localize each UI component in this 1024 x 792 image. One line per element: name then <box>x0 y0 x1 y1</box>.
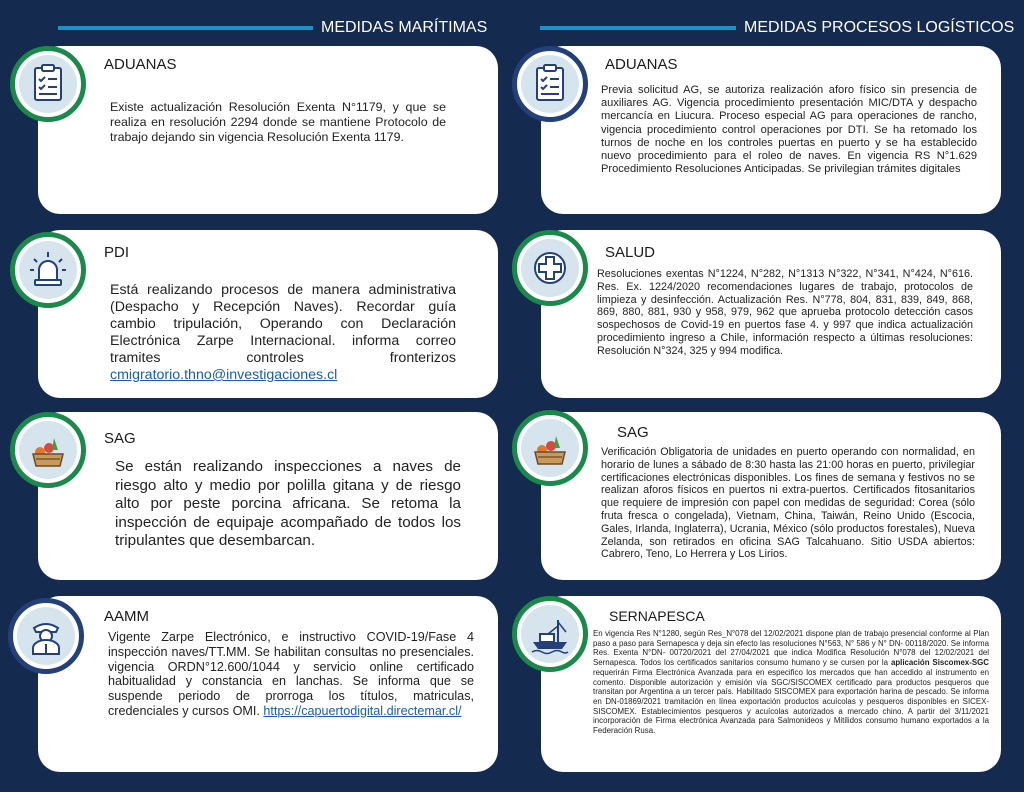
card-title: ADUANAS <box>104 56 177 73</box>
card-title: SALUD <box>605 244 656 261</box>
left-aduanas-card <box>38 46 498 214</box>
card-title: AAMM <box>104 608 149 625</box>
card-text <box>593 629 989 736</box>
left-header-title: MEDIDAS MARÍTIMAS <box>321 19 488 36</box>
card-body-b: requerirán Firma Electrónica Avanzada para en especifico los mercados que han accedido al instrumento en comento. Disponible autorización y emisión vía SGC/SISCOMEX certificado para productos pesqueros que transitan por Argentina a un tercer país. Habilitado SISCOMEX para exportación harina de pescado. Se informa en DN-01869/2021 tramitación en línea exportación productos acuícolas y pesqueros disponibles en SICEX-SISCOMEX. Establecimientos pesqueros y acuícolas autorizados a mercado chino. A partir del 3/11/2021 incorporación de Firma electrónica Avanzada para Salmonideos y Mitilidos consumo humano exportados a la Federación Rusa. <box>593 667 989 736</box>
card-text <box>110 282 456 384</box>
card-text <box>108 630 474 719</box>
email-link[interactable]: cmigratorio.thno@investigaciones.cl <box>110 367 338 383</box>
naval-officer-icon <box>8 598 84 674</box>
card-body: Vigente Zarpe Electrónico, e instructivo COVID-19/Fase 4 inspección naves/TT.MM. Se habilitan consultas no presenciales. vigencia ORDN°12.600/1044 y servicio online certificado habitualidad y constancia en lanchas. Se informa que se suspende periodo de prorroga los títulos, matriculas, credenciales y cursos OMI. <box>108 630 474 718</box>
card-body-a: En vigencia Res N°1280, según Res_N°078 del 12/02/2021 dispone plan de trabajo presencial conforme al Plan paso a paso para Sernapesca y deja sin efecto las resoluciones N°563, N° 586 y N° DN- 00118/2020. Se informa Res. Exenta N°DN- 00720/2021 del 27/04/2021 que indica Modifica Resolución N°078 del 12/02/2021 del Sernapesca. Todos los certificados sanitarios consumo humano y se cursen por la <box>593 629 989 668</box>
produce-basket-icon <box>10 412 86 488</box>
card-body: Está realizando procesos de manera administrativa (Despacho y Recepción Naves). Recordar guía cambio tripulación, Operando con Declaración Electrónica Zarpe Internacional. informa correo tramites controles fronterizos <box>110 282 456 366</box>
card-text: Resoluciones exentas N°1224, N°282, N°1313 N°322, N°341, N°424, N°616. Res. Ex. 1224/2020 recomendaciones lugares de trabajo, protocolos de limpieza y desinfección. Actualización Res. N°778, 804, 831, 839, 849, 868, 869, 880, 881, 930 y 958, 979, 962 que aprueba protocolo detección casos sospechosos de Covid-19 en puertos fase 4. y 997 que indica actualización procedimiento ingreso a Chile, información respecto a últimas resoluciones: Resolución N°324, 325 y 994 modifica. <box>597 268 973 357</box>
right-header-title: MEDIDAS PROCESOS LOGÍSTICOS <box>744 19 1015 36</box>
card-title: PDI <box>104 244 130 261</box>
card-title: SAG <box>104 430 136 447</box>
right-salud-card <box>541 230 1001 398</box>
left-aamm-card <box>38 596 498 772</box>
left-header-bar <box>58 26 313 30</box>
card-text: Previa solicitud AG, se autoriza realización aforo físico sin presencia de auxiliares AG. Vigencia procedimiento presentación MIC/DTA y despacho mercancía en Liucura. Proceso especial AG para operaciones de rancho, vigencia procedimiento control operaciones por DTI. Se ha retomado los turnos de noche en los controles puertas en puerto y se ha establecido nuevo procedimiento para el roleo de naves. En vigencia RS N°1.629 Procedimiento Resoluciones Anticipadas. Se privilegian trámites digitales <box>601 84 977 176</box>
fishing-vessel-icon <box>512 596 588 672</box>
card-text: Verificación Obligatoria de unidades en puerto operando con normalidad, en horario de lunes a sábado de 8:30 hasta las 21:00 horas en puerto, privilegiar certificaciones electrónicas disponibles. Los fines de semana y festivos no se realizan aforos físicos en puertos ni extra-puertos. Certificados fitosanitarios que requiere de impresión con papel con medidas de seguridad: Corea (sólo fruta fresca o congelada), Vietnam, China, Taiwán, Reino Unido (Escocia, Gales, Irlanda, Inglaterra), Ucrania, México (sólo productos forestales), Nueva Zelanda, son retirados en oficina SAG Talcahuano. Sitio USDA abiertos: Cabrero, Teno, Lo Herrera y Los Lirios. <box>601 446 975 561</box>
card-title: SERNAPESCA <box>609 608 705 624</box>
document-checklist-icon <box>10 46 86 122</box>
right-sernapesca-card <box>541 596 1001 772</box>
website-link[interactable]: https://capuertodigital.directemar.cl/ <box>263 703 462 718</box>
card-title: SAG <box>617 424 649 441</box>
right-sag-card <box>541 412 1001 580</box>
medical-cross-icon <box>512 230 588 306</box>
card-text: Existe actualización Resolución Exenta N°1179, y que se realiza en resolución 2294 donde se mantiene Protocolo de trabajo dejando sin vigencia Resolución Exenta 1179. <box>110 100 446 144</box>
siscomex-bold: aplicación Siscomex-SGC <box>890 658 990 668</box>
right-column-header <box>540 14 1014 42</box>
left-column-header <box>58 14 487 42</box>
left-pdi-card <box>38 230 498 398</box>
card-title: ADUANAS <box>605 56 678 73</box>
right-aduanas-card <box>541 46 1001 214</box>
left-sag-card <box>38 412 498 580</box>
right-header-bar <box>540 26 736 30</box>
produce-basket-icon <box>512 410 588 486</box>
siren-icon <box>10 232 86 308</box>
card-text: Se están realizando inspecciones a naves de riesgo alto y medio por polilla gitana y de riesgo alto por peste porcina africana. Se retoma la inspección de equipaje acompañado de todos los tripulantes que desembarcan. <box>115 458 461 549</box>
document-checklist-icon <box>512 46 588 122</box>
